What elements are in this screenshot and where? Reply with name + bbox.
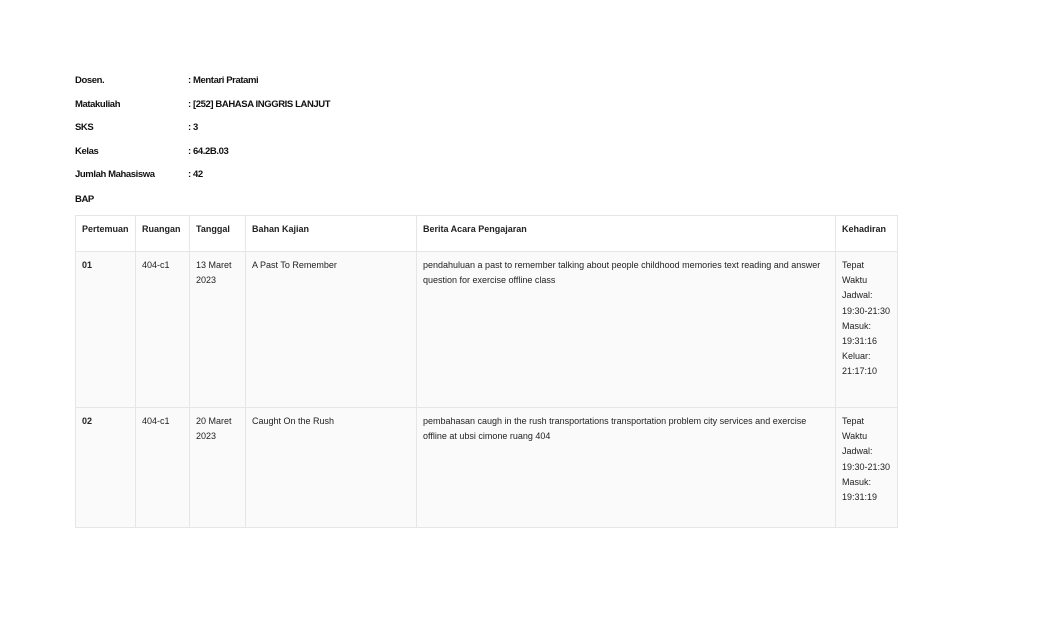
bap-table: [75, 215, 898, 528]
info-value: : 3: [188, 122, 198, 133]
cell-ruangan: 404-c1: [136, 252, 190, 408]
header-ruangan: Ruangan: [136, 216, 190, 252]
table-row: [76, 252, 898, 408]
header-kehadiran: Kehadiran: [836, 216, 898, 252]
header-bahan-kajian: Bahan Kajian: [246, 216, 417, 252]
kehadiran-masuk-label: Masuk:: [842, 476, 872, 487]
info-value: : [252] BAHASA INGGRIS LANJUT: [188, 98, 331, 110]
info-value: : Mentari Pratami: [188, 75, 259, 86]
kehadiran-masuk-value: 19:31:16: [842, 336, 878, 347]
info-row-jumlah-mahasiswa: [75, 169, 330, 193]
info-label: Jumlah Mahasiswa: [75, 169, 155, 180]
cell-bahan-kajian: A Past To Remember: [246, 252, 417, 408]
cell-bahan-kajian: Caught On the Rush: [246, 408, 417, 528]
cell-pertemuan: 02: [76, 408, 136, 528]
header-berita-acara: Berita Acara Pengajaran: [417, 216, 836, 252]
kehadiran-jadwal-value: 19:30-21:30: [842, 461, 891, 472]
info-label: Kelas: [75, 145, 99, 157]
kehadiran-keluar-label: Keluar:: [842, 351, 871, 362]
kehadiran-masuk-label: Masuk:: [842, 320, 872, 331]
cell-kehadiran: [836, 252, 898, 408]
info-label: SKS: [75, 122, 94, 133]
cell-tanggal: 13 Maret 2023: [190, 252, 246, 408]
bap-heading: BAP: [75, 194, 94, 205]
header-pertemuan: Pertemuan: [76, 216, 136, 252]
info-label: Dosen.: [75, 75, 105, 86]
cell-kehadiran: [836, 408, 898, 528]
info-row-kelas: [75, 146, 330, 170]
kehadiran-keluar-value: 21:17:10: [842, 366, 878, 377]
info-label: Matakuliah: [75, 98, 121, 110]
course-info: [75, 75, 330, 193]
cell-tanggal: 20 Maret 2023: [190, 408, 246, 528]
kehadiran-jadwal-value: 19:30-21:30: [842, 305, 891, 316]
info-value: : 64.2B.03: [188, 145, 229, 157]
table-header-row: [76, 216, 898, 252]
info-row-matakuliah: [75, 99, 330, 123]
header-tanggal: Tanggal: [190, 216, 246, 252]
kehadiran-jadwal-label: Jadwal:: [842, 446, 873, 457]
cell-berita-acara: pembahasan caugh in the rush transportations transportation problem city services and exercise offline at ubsi cimone ruang 404: [417, 408, 836, 528]
table-row: [76, 408, 898, 528]
kehadiran-jadwal-label: Jadwal:: [842, 290, 873, 301]
kehadiran-masuk-value: 19:31:19: [842, 492, 878, 503]
cell-ruangan: 404-c1: [136, 408, 190, 528]
cell-berita-acara: pendahuluan a past to remember talking about people childhood memories text reading and answer question for exercise offline class: [417, 252, 836, 408]
kehadiran-status: Tepat Waktu: [842, 260, 868, 286]
info-value: : 42: [188, 169, 203, 180]
info-row-sks: [75, 122, 330, 146]
kehadiran-status: Tepat Waktu: [842, 416, 868, 442]
cell-pertemuan: 01: [76, 252, 136, 408]
info-row-dosen: [75, 75, 330, 99]
